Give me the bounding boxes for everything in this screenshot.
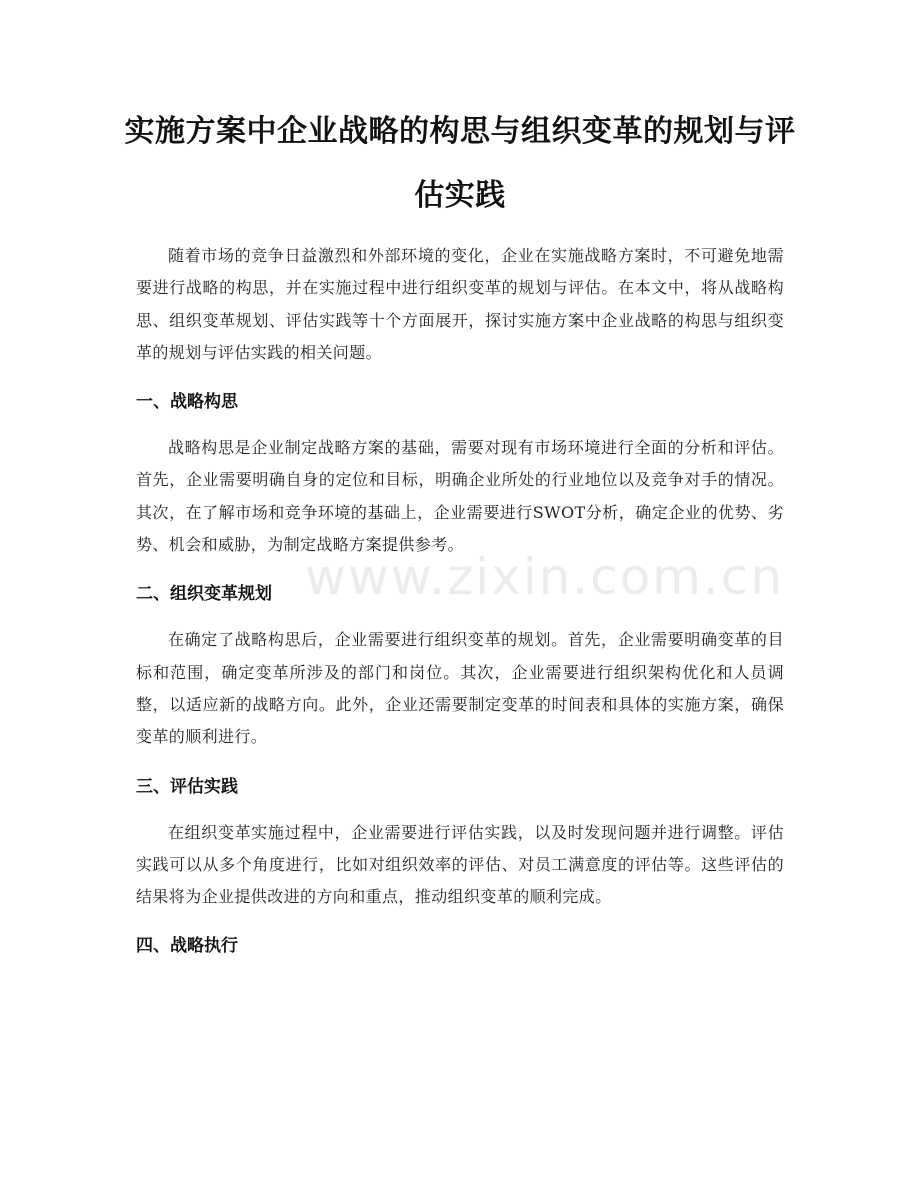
document-body [136, 240, 784, 962]
section-body-strategy-concept: 战略构思是企业制定战略方案的基础，需要对现有市场环境进行全面的分析和评估。首先，企业需要明确自身的定位和目标，明确企业所处的行业地位以及竞争对手的情况。其次，在了解市场和竞争环境的基础上，企业需要进行SWOT分析，确定企业的优势、劣势、机会和威胁，为制定战略方案提供参考。 [136, 438, 784, 555]
section-heading-org-change-planning: 二、组织变革规划 [136, 584, 272, 605]
section-heading-strategy-execution: 四、战略执行 [136, 936, 238, 957]
section-heading-strategy-concept: 一、战略构思 [136, 392, 238, 413]
section-body-org-change-planning: 在确定了战略构思后，企业需要进行组织变革的规划。首先，企业需要明确变革的目标和范围，确定变革所涉及的部门和岗位。其次，企业需要进行组织架构优化和人员调整，以适应新的战略方向。此外，企业还需要制定变革的时间表和具体的实施方案，确保变革的顺利进行。 [136, 630, 784, 747]
watermark: www.zixin.com.cn [305, 548, 785, 606]
intro-paragraph: 随着市场的竞争日益激烈和外部环境的变化，企业在实施战略方案时，不可避免地需要进行战略的构思，并在实施过程中进行组织变革的规划与评估。在本文中，将从战略构思、组织变革规划、评估实践等十个方面展开，探讨实施方案中企业战略的构思与组织变革的规划与评估实践的相关问题。 [136, 246, 784, 362]
section-body-evaluation-practice: 在组织变革实施过程中，企业需要进行评估实践，以及时发现问题并进行调整。评估实践可以从多个角度进行，比如对组织效率的评估、对员工满意度的评估等。这些评估的结果将为企业提供改进的方向和重点，推动组织变革的顺利完成。 [136, 822, 784, 907]
document-title: 实施方案中企业战略的构思与组织变革的规划与评估实践 [124, 114, 796, 213]
section-heading-evaluation-practice: 三、评估实践 [136, 776, 238, 797]
